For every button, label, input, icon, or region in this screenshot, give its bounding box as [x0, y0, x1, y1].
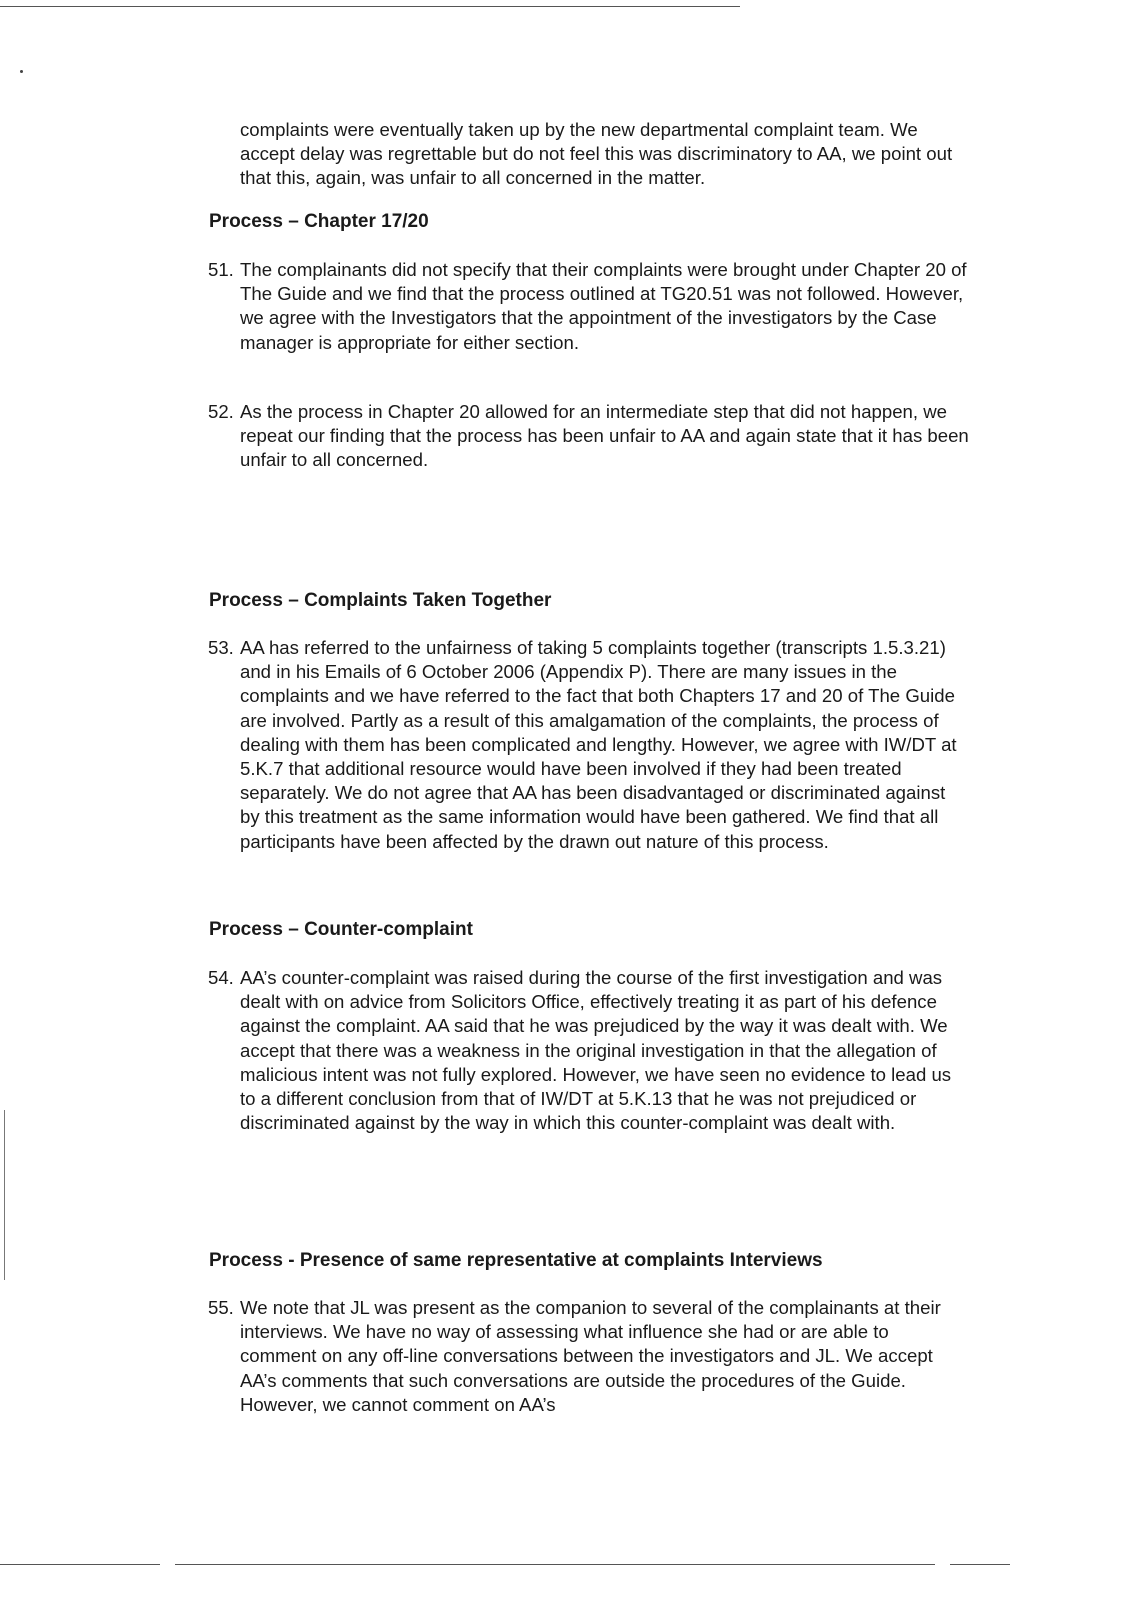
- paragraph-text: We note that JL was present as the companion to several of the complainants at their interviews. We have no way of assessing what influence she had or are able to comment on any off-line conversations between the investigators and JL. We accept AA’s comments that such conversations are outside the procedures of the Guide. However, we cannot comment on AA’s: [240, 1297, 941, 1415]
- section-heading-counter-complaint: Process – Counter-complaint: [209, 919, 473, 940]
- scan-speck: [20, 70, 23, 73]
- bottom-scan-line: [0, 1564, 160, 1565]
- intro-paragraph: complaints were eventually taken up by the new departmental complaint team. We accept delay was regrettable but do not feel this was discriminatory to AA, we point out that this, again, was unfair to all concerned in the matter.: [240, 119, 953, 189]
- paragraph-number: 53.: [208, 637, 234, 658]
- bottom-scan-line: [950, 1564, 1010, 1565]
- numbered-paragraph: [208, 1296, 970, 1417]
- paragraph-number: 51.: [208, 259, 234, 280]
- top-scan-line: [0, 6, 740, 7]
- numbered-paragraph: [208, 636, 970, 854]
- paragraph-number: 54.: [208, 967, 234, 988]
- paragraph-number: 52.: [208, 401, 234, 422]
- paragraph-text: The complainants did not specify that their complaints were brought under Chapter 20 of The Guide and we find that the process outlined at TG20.51 was not followed. However, we agree with the Investigators that the appointment of the investigators by the Case manager is appropriate for either section.: [240, 259, 967, 353]
- numbered-paragraph: [208, 258, 970, 355]
- section-heading-same-representative: Process - Presence of same representative at complaints Interviews: [209, 1250, 823, 1271]
- section-heading-complaints-together: Process – Complaints Taken Together: [209, 590, 552, 611]
- paragraph-text: AA’s counter-complaint was raised during the course of the first investigation and was dealt with on advice from Solicitors Office, effectively treating it as part of his defence against the complaint. AA said that he was prejudiced by the way it was dealt with. We accept that there was a weakness in the original investigation in that the allegation of malicious intent was not fully explored. However, we have seen no evidence to lead us to a different conclusion from that of IW/DT at 5.K.13 that he was not prejudiced or discriminated against by the way in which this counter-complaint was dealt with.: [240, 967, 952, 1134]
- paragraph-number: 55.: [208, 1297, 234, 1318]
- left-scan-edge: [4, 1110, 5, 1280]
- numbered-paragraph: [208, 966, 970, 1135]
- bottom-scan-line: [175, 1564, 935, 1565]
- numbered-paragraph: [208, 400, 970, 473]
- section-heading-chapter: Process – Chapter 17/20: [209, 211, 429, 232]
- paragraph-text: AA has referred to the unfairness of taking 5 complaints together (transcripts 1.5.3.21) and in his Emails of 6 October 2006 (Appendix P). There are many issues in the complaints and we have referred to the fact that both Chapters 17 and 20 of The Guide are involved. Partly as a result of this amalgamation of the complaints, the process of dealing with them has been complicated and lengthy. However, we agree with IW/DT at 5.K.7 that additional resource would have been involved if they had been treated separately. We do not agree that AA has been disadvantaged or discriminated against by this treatment as the same information would have been gathered. We find that all participants have been affected by the drawn out nature of this process.: [240, 637, 957, 852]
- paragraph-text: As the process in Chapter 20 allowed for an intermediate step that did not happen, we repeat our finding that the process has been unfair to AA and again state that it has been unfair to all concerned.: [240, 401, 969, 471]
